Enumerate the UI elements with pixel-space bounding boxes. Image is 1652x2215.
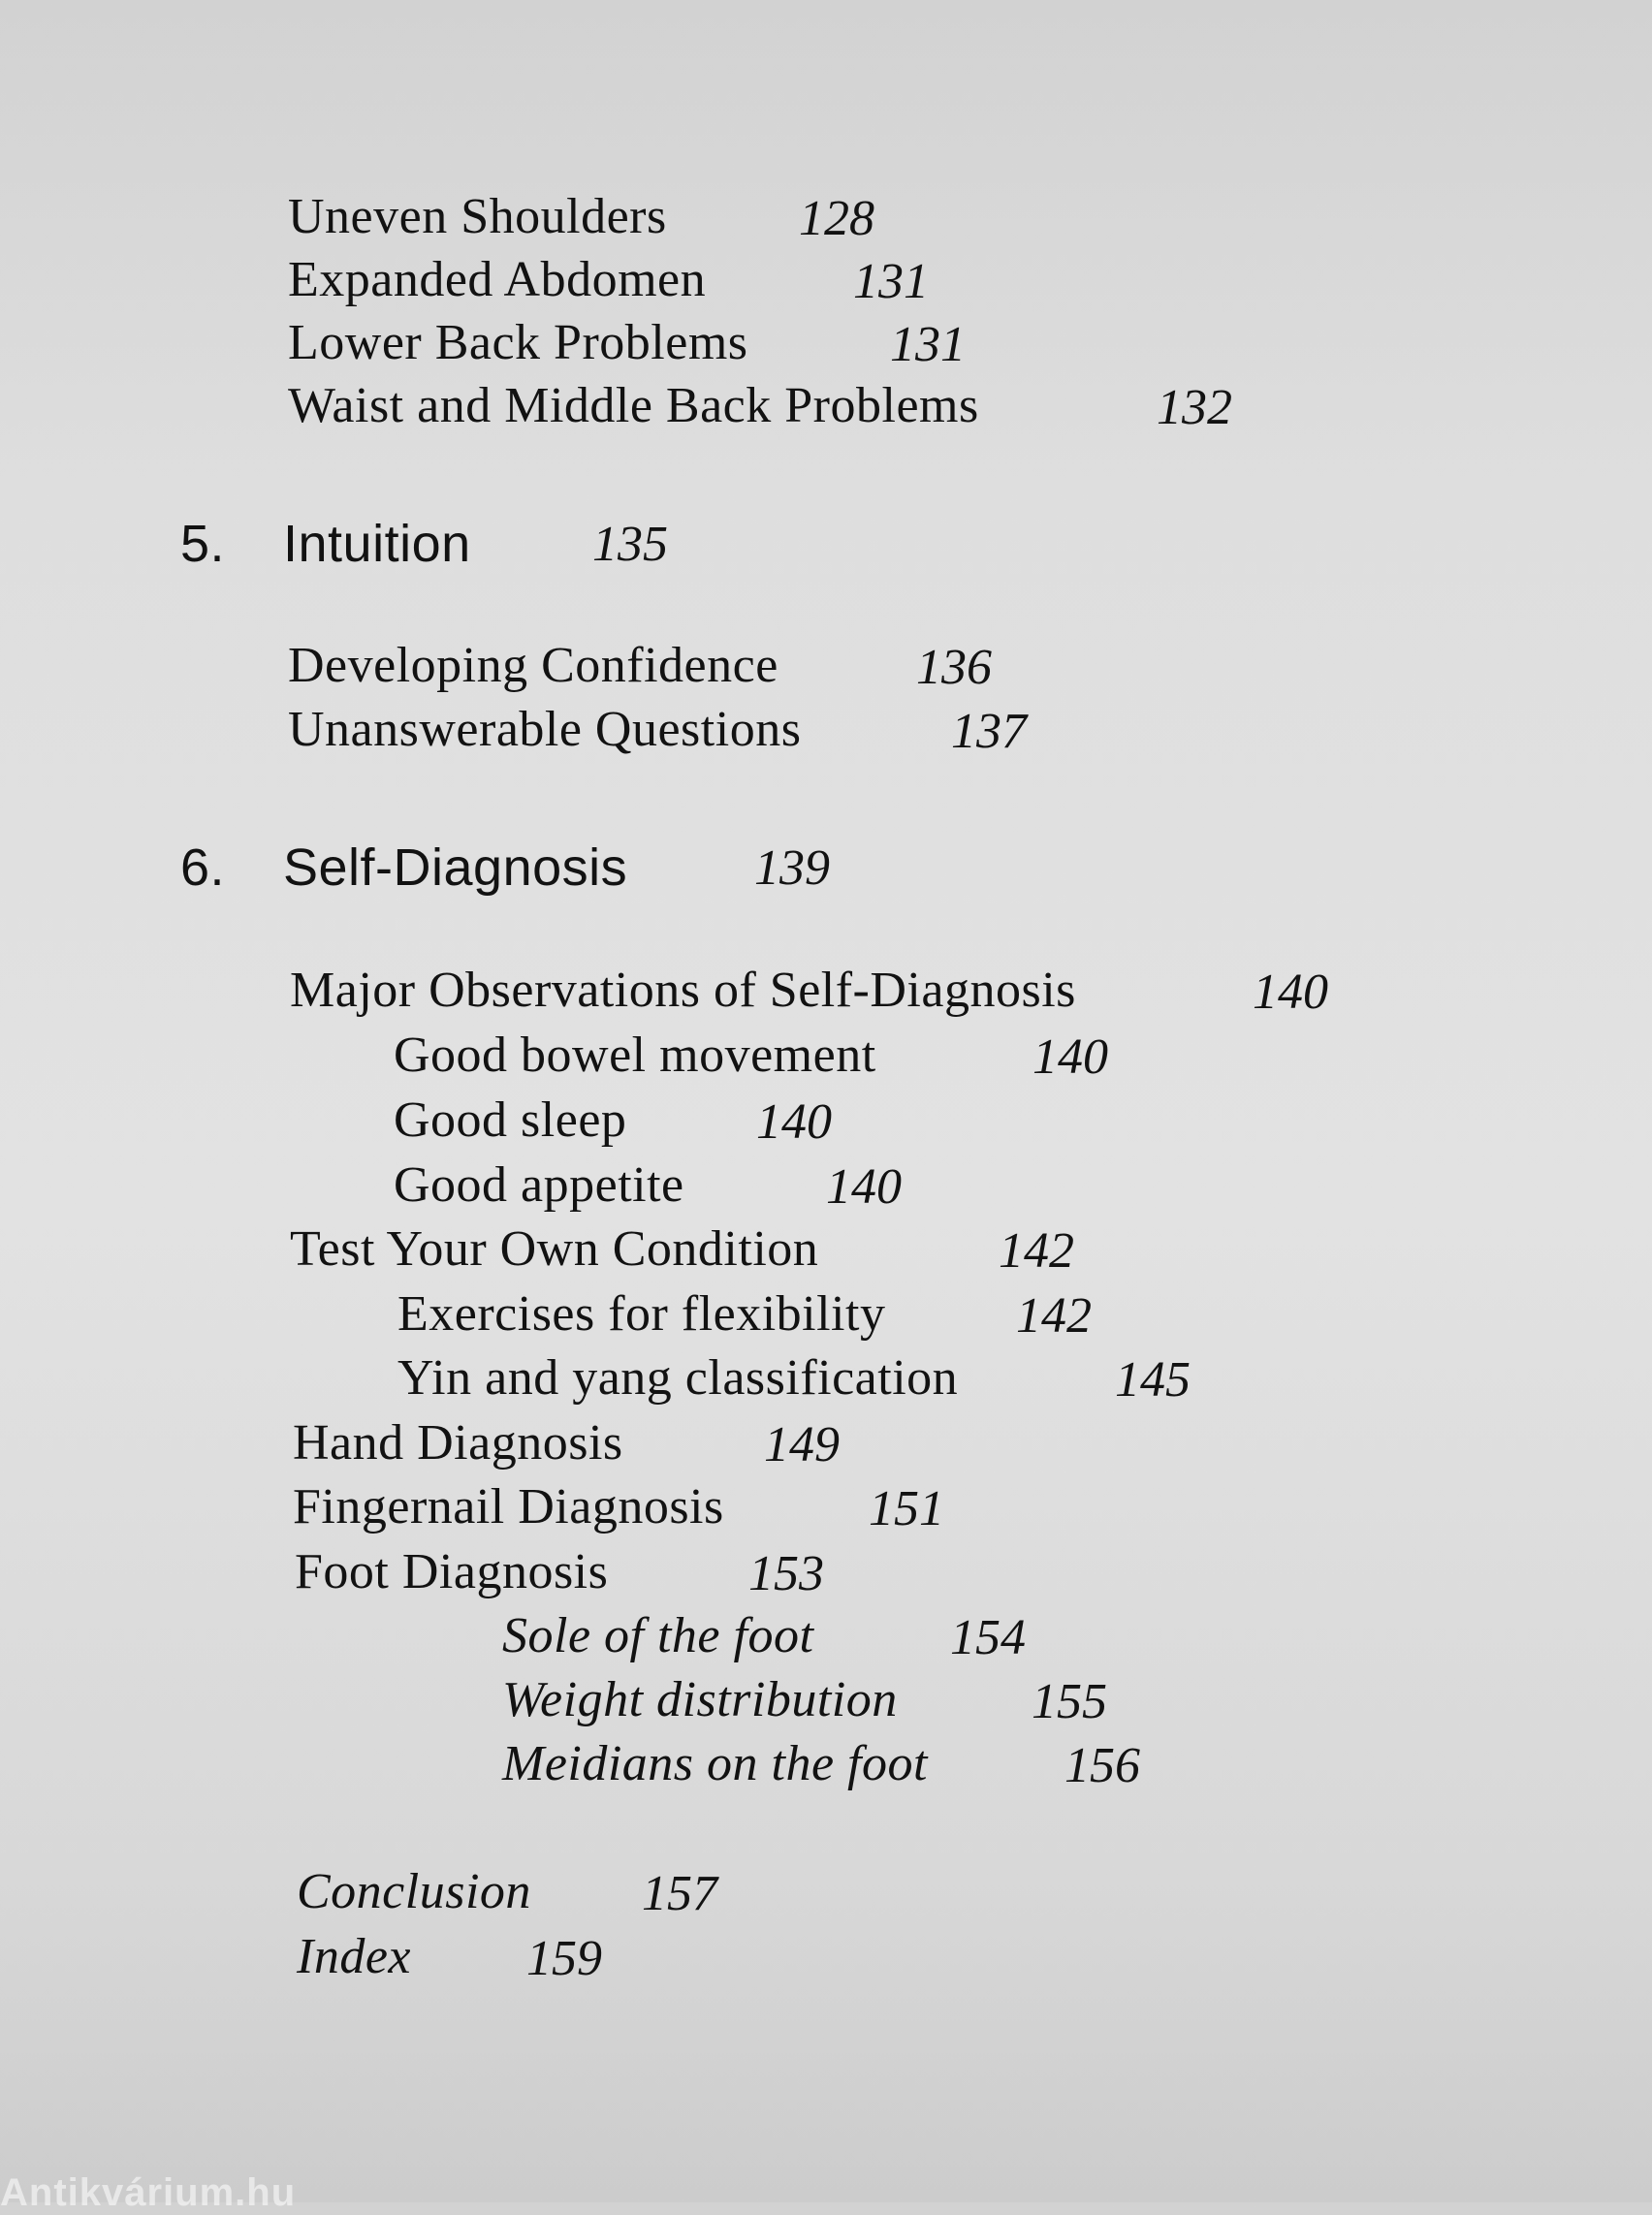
- entry-page-number: 159: [526, 1931, 602, 1986]
- toc-entry: [293, 1479, 724, 1535]
- entry-title: Good bowel movement: [394, 1028, 876, 1083]
- entry-title: Test Your Own Condition: [290, 1221, 819, 1277]
- entry-title: Yin and yang classification: [397, 1350, 959, 1406]
- entry-title: Weight distribution: [502, 1672, 898, 1727]
- toc-subentry: [397, 1286, 886, 1342]
- entry-page-number: 137: [951, 704, 1027, 759]
- toc-entry: [288, 189, 667, 244]
- entry-title: Foot Diagnosis: [295, 1544, 609, 1599]
- entry-page-number: 155: [1032, 1674, 1107, 1729]
- entry-page-number: 128: [799, 191, 874, 246]
- toc-entry: [288, 252, 707, 307]
- entry-page-number: 142: [1016, 1288, 1092, 1344]
- toc-subentry: [394, 1030, 876, 1081]
- toc-entry: [288, 638, 778, 693]
- entry-page-number: 151: [869, 1481, 944, 1536]
- entry-page-number: 140: [826, 1159, 902, 1215]
- entry-title: Developing Confidence: [288, 638, 778, 693]
- chapter-number: 5.: [180, 515, 226, 573]
- chapter-number: 6.: [180, 839, 226, 897]
- entry-page-number: 154: [950, 1610, 1026, 1665]
- entry-title: Hand Diagnosis: [293, 1415, 623, 1471]
- entry-title: Good appetite: [394, 1157, 684, 1213]
- toc-entry: [295, 1544, 609, 1599]
- toc-backmatter-entry: [297, 1864, 531, 1919]
- entry-title: Major Observations of Self-Diagnosis: [290, 963, 1076, 1018]
- entry-title: Lower Back Problems: [288, 315, 748, 370]
- entry-page-number: 140: [1032, 1029, 1108, 1085]
- entry-page-number: 131: [853, 254, 929, 309]
- entry-page-number: 156: [1064, 1738, 1140, 1793]
- entry-title: Fingernail Diagnosis: [293, 1479, 724, 1535]
- entry-page-number: 142: [999, 1223, 1074, 1279]
- entry-page-number: 149: [764, 1417, 840, 1472]
- entry-title: Unanswerable Questions: [288, 702, 802, 757]
- toc-entry: [288, 702, 802, 757]
- chapter-title: Intuition: [283, 515, 471, 573]
- toc-subentry: [397, 1350, 959, 1406]
- entry-title: Index: [297, 1929, 411, 1984]
- toc-backmatter-entry: [297, 1929, 411, 1984]
- entry-title: Exercises for flexibility: [397, 1286, 886, 1342]
- watermark: Antikvárium.hu: [0, 2171, 297, 2214]
- entry-page-number: 145: [1115, 1352, 1191, 1408]
- entry-title: Sole of the foot: [502, 1608, 814, 1663]
- toc-subentry-italic: [502, 1608, 814, 1663]
- entry-page-number: 131: [890, 317, 966, 372]
- entry-title: Uneven Shoulders: [288, 189, 667, 244]
- entry-title: Meidians on the foot: [502, 1736, 928, 1791]
- toc-entry: [290, 965, 1076, 1016]
- entry-page-number: 157: [642, 1866, 717, 1921]
- toc-entry: [288, 378, 979, 433]
- toc-subentry: [394, 1157, 684, 1213]
- toc-subentry-italic: [502, 1736, 928, 1791]
- entry-page-number: 132: [1157, 380, 1232, 435]
- chapter-page-number: 139: [754, 840, 830, 896]
- entry-title: Waist and Middle Back Problems: [288, 378, 979, 433]
- entry-page-number: 153: [748, 1546, 824, 1601]
- entry-title: Good sleep: [394, 1092, 627, 1148]
- entry-page-number: 136: [916, 640, 992, 695]
- entry-title: Conclusion: [297, 1864, 531, 1919]
- toc-entry: [293, 1415, 623, 1471]
- chapter-title: Self-Diagnosis: [283, 839, 628, 897]
- toc-subentry: [394, 1092, 627, 1148]
- entry-page-number: 140: [1253, 965, 1328, 1020]
- toc-subentry-italic: [502, 1672, 898, 1727]
- entry-page-number: 140: [756, 1094, 832, 1150]
- toc-entry: [290, 1221, 819, 1277]
- chapter-page-number: 135: [592, 517, 668, 572]
- entry-title: Expanded Abdomen: [288, 252, 707, 307]
- toc-entry: [288, 315, 748, 370]
